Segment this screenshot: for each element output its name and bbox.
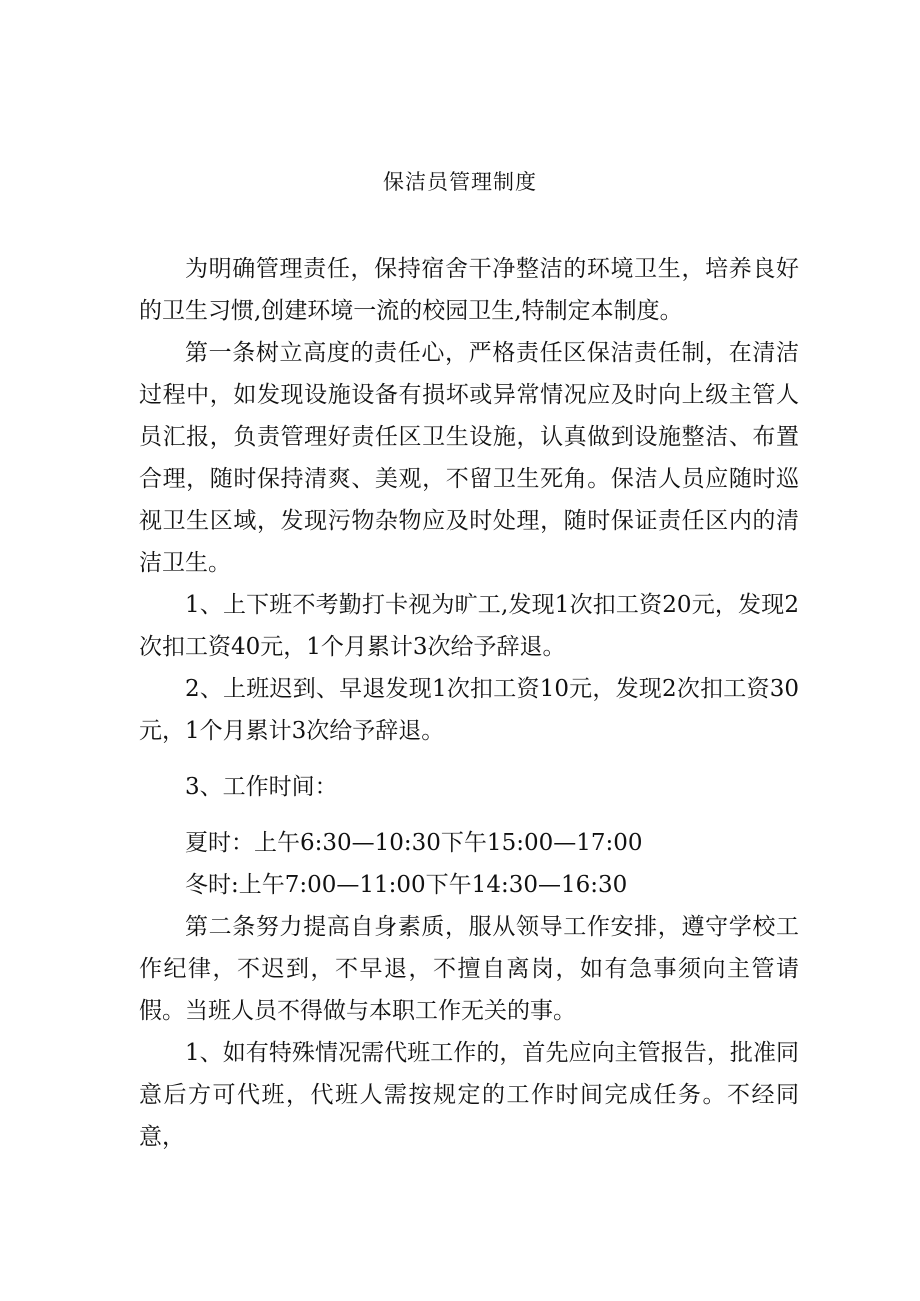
paragraph-article-2: 第二条努力提高自身素质，服从领导工作安排，遵守学校工作纪律，不迟到，不早退，不擅自离岗，如有急事须向主管请假。当班人员不得做与本职工作无关的事。 <box>139 914 799 1024</box>
paragraph-winter-hours: 冬时:上午7:00—11:00下午14:30—16:30 <box>185 872 628 898</box>
document-body <box>139 248 799 1158</box>
paragraph-rule-1: 1、上下班不考勤打卡视为旷工,发现1次扣工资20元，发现2次扣工资40元，1个月累计3次给予辞退。 <box>139 592 799 660</box>
paragraph-article-1: 第一条树立高度的责任心，严格责任区保洁责任制，在清洁过程中，如发现设施设备有损坏或异常情况应及时向上级主管人员汇报，负责管理好责任区卫生设施，认真做到设施整洁、布置合理，随时保持清爽、美观，不留卫生死角。保洁人员应随时巡视卫生区域，发现污物杂物应及时处理，随时保证责任区内的清洁卫生。 <box>139 340 799 576</box>
paragraph-summer-hours: 夏时：上午6:30—10:30下午15:00—17:00 <box>185 830 643 856</box>
paragraph-substitute-rule: 1、如有特殊情况需代班工作的，首先应向主管报告，批准同意后方可代班，代班人需按规定的工作时间完成任务。不经同意， <box>139 1040 799 1150</box>
document-title: 保洁员管理制度 <box>383 170 537 194</box>
paragraph-rule-2: 2、上班迟到、早退发现1次扣工资10元，发现2次扣工资30元，1个月累计3次给予辞退。 <box>139 676 799 744</box>
paragraph-work-hours: 3、工作时间： <box>185 774 338 800</box>
paragraph-intro: 为明确管理责任，保持宿舍干净整洁的环境卫生，培养良好的卫生习惯,创建环境一流的校园卫生,特制定本制度。 <box>139 256 799 324</box>
